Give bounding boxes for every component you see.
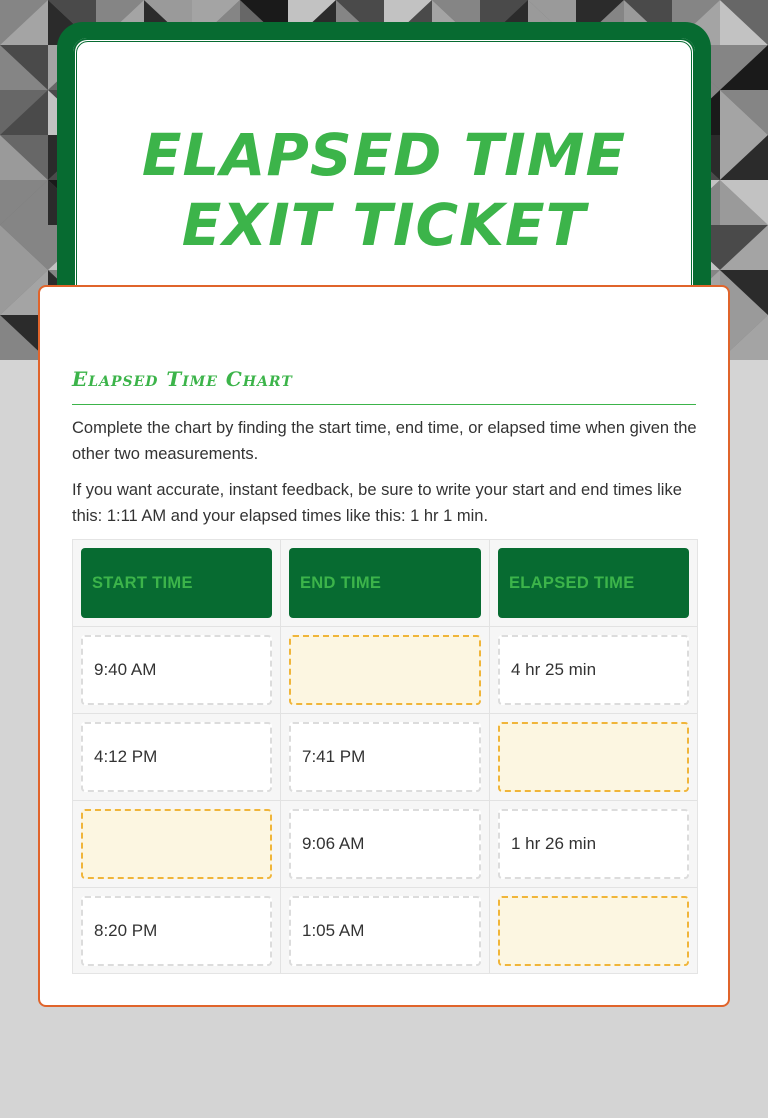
title-line-2: EXIT TICKET [181, 191, 587, 259]
row2-end-time: 7:41 PM [289, 722, 481, 792]
row1-start-time: 9:40 AM [81, 635, 272, 705]
row3-elapsed-time: 1 hr 26 min [498, 809, 689, 879]
header-end-time: END TIME [289, 548, 481, 618]
row2-elapsed-time-input[interactable] [498, 722, 689, 792]
row2-start-time: 4:12 PM [81, 722, 272, 792]
feedback-note-text: If you want accurate, instant feedback, be sure to write your start and end times like this: 1:11 AM and your elapsed times like this: 1 hr 1 min. [72, 481, 682, 525]
section-title: Elapsed Time Chart [72, 367, 293, 391]
row1-end-time-input[interactable] [289, 635, 481, 705]
header-inner-panel [73, 38, 695, 312]
page-title [73, 120, 695, 260]
header-card [57, 22, 711, 312]
header-elapsed-time: ELAPSED TIME [498, 548, 689, 618]
row4-elapsed-time-input[interactable] [498, 896, 689, 966]
row1-elapsed-time: 4 hr 25 min [498, 635, 689, 705]
row3-end-time: 9:06 AM [289, 809, 481, 879]
title-line-1: ELAPSED TIME [141, 121, 627, 189]
section-divider [72, 404, 696, 405]
row4-end-time: 1:05 AM [289, 896, 481, 966]
instructions-text: Complete the chart by finding the start time, end time, or elapsed time when given the other two measurements. [72, 419, 697, 463]
header-start-time: START TIME [81, 548, 272, 618]
row3-start-time-input[interactable] [81, 809, 272, 879]
content-card [38, 285, 730, 1007]
elapsed-time-table [72, 539, 698, 974]
row4-start-time: 8:20 PM [81, 896, 272, 966]
